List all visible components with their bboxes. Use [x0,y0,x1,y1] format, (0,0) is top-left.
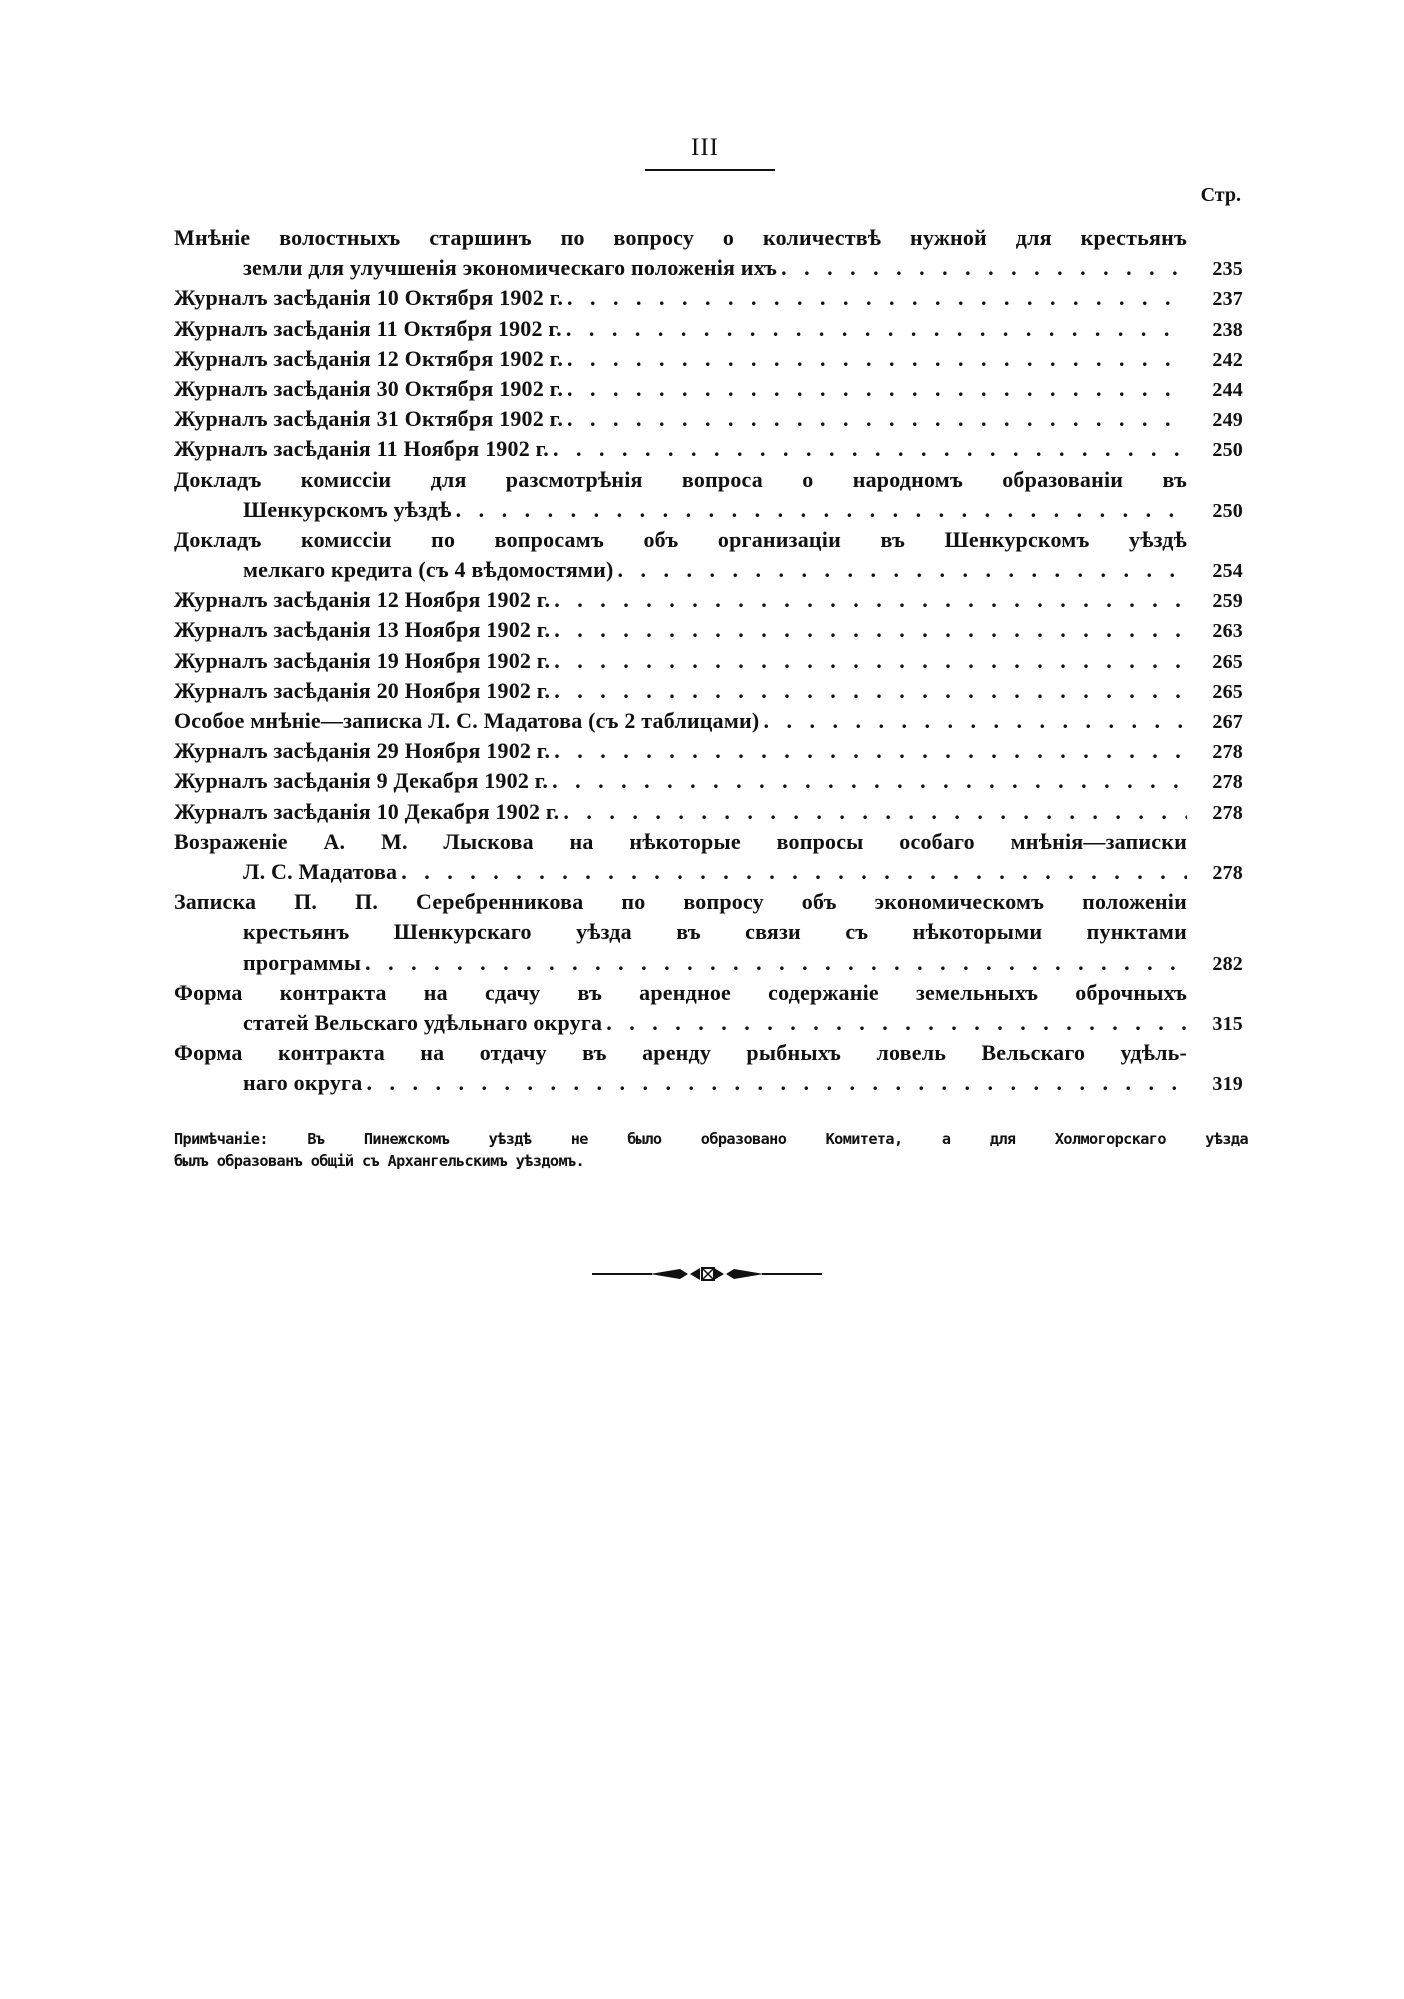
toc-entry-page: 249 [1212,409,1243,432]
toc-entry-title: Особое мнѣніе—записка Л. С. Мадатова (съ 2 таблицами) [174,708,760,733]
toc-entry-page: 259 [1212,590,1243,613]
toc-entry [174,766,1243,796]
toc-entry [174,283,1243,313]
toc-entry-line [174,706,1243,736]
toc-entry-page: 254 [1212,560,1243,583]
toc-entry-line [174,223,1243,253]
toc-entry-title: Журналъ засѣданія 10 Декабря 1902 г. [174,798,560,824]
toc-entry [174,465,1243,525]
toc-entry-title: Журналъ засѣданія 9 Декабря 1902 г. [174,768,549,794]
toc-entry-line [174,978,1243,1008]
toc-entry-title: Докладъ комиссіи для разсмотрѣнія вопроса о народномъ образованіи въ [174,466,1187,492]
toc-entry [174,344,1243,374]
toc-entry-line [174,766,1243,796]
dot-leader [563,283,1187,313]
toc-entry-line [174,797,1243,827]
dot-leader [559,797,1187,827]
toc-entry-page: 250 [1212,499,1243,522]
toc-entry-page: 278 [1212,801,1243,824]
toc-entry-title: Мнѣніе волостныхъ старшинъ по вопросу о количествѣ нужной для крестьянъ [174,225,1187,250]
dot-leader [563,344,1187,374]
toc-entry-title: Журналъ засѣданія 30 Октября 1902 г. [174,375,564,401]
toc-entry-page: 244 [1212,378,1243,401]
dot-leader [563,374,1187,404]
dot-leader [550,585,1187,615]
toc-entry-line [174,434,1243,464]
footnote-first-line [174,1128,1248,1150]
toc-entry-title: земли для улучшенія экономическаго положенія ихъ [243,255,778,281]
toc-entry-page: 319 [1212,1073,1243,1096]
toc-entry-page: 282 [1212,952,1243,975]
footnote [174,1128,1248,1172]
dot-leader [550,615,1187,645]
toc-entry-title: Форма контракта на отдачу въ аренду рыбныхъ ловель Вельскаго удѣль- [174,1040,1187,1066]
page-column-label: Стр. [1200,184,1241,206]
toc-entry-page: 315 [1212,1012,1243,1035]
ornament-divider [592,1263,822,1285]
toc-entry-title: Журналъ засѣданія 11 Октября 1902 г. [174,315,562,341]
toc-entry-title: Журналъ засѣданія 12 Октября 1902 г. [174,345,564,371]
toc-entry [174,706,1243,736]
toc-entry-page: 263 [1212,620,1243,643]
toc-entry-title: Журналъ засѣданія 31 Октября 1902 г. [174,406,564,432]
dot-leader [562,314,1187,344]
toc-entry-title: Шенкурскомъ уѣздѣ [243,496,452,522]
toc-entry-line [174,525,1243,555]
toc-entry [174,404,1243,434]
toc-entry-line [174,283,1243,313]
toc-entry-line [174,465,1243,495]
toc-entry-line [174,676,1243,706]
toc-entry-page: 267 [1212,711,1243,733]
toc-entry-line [174,948,1243,978]
page-number: III [691,134,719,161]
toc-entry [174,615,1243,645]
dot-leader [452,495,1187,525]
toc-entry [174,1038,1243,1098]
toc-entry-title: Журналъ засѣданія 13 Ноября 1902 г. [174,617,551,643]
toc-entry-title: крестьянъ Шенкурскаго уѣзда въ связи съ нѣкоторыми пунктами [243,919,1187,945]
toc-entry-line [174,1038,1243,1068]
toc-entry [174,223,1243,283]
toc-entry-line [174,857,1243,887]
toc-entry-page: 250 [1212,439,1243,462]
toc-entry-page: 265 [1212,650,1243,673]
toc-entry-line [174,615,1243,645]
toc-entry [174,525,1243,585]
toc-entry [174,887,1243,978]
toc-entry-page: 265 [1212,680,1243,703]
toc-entry-line [174,344,1243,374]
toc-entry-line [174,314,1243,344]
toc-entry-line [174,887,1243,917]
footnote-label: Примѣчаніе: [174,1130,268,1148]
toc-entry-line [174,1008,1243,1038]
toc-entry [174,374,1243,404]
toc-entry-line [174,827,1243,857]
footnote-text-line-2: былъ образованъ общій съ Архангельскимъ уѣздомъ. [174,1152,585,1170]
toc-entry-title: наго округа [243,1070,363,1096]
toc-entry-line [174,555,1243,585]
toc-entry [174,797,1243,827]
toc-entry [174,676,1243,706]
toc-entry-title: Журналъ засѣданія 11 Ноября 1902 г. [174,436,550,462]
toc-entry-page: 278 [1212,741,1243,764]
dot-leader [362,1068,1187,1098]
dot-leader [777,253,1187,283]
toc-entry-line [174,917,1243,947]
toc-entry-title: Журналъ засѣданія 20 Ноября 1902 г. [174,677,551,703]
toc-entry-page: 237 [1212,288,1243,311]
toc-entry-title: Докладъ комиссіи по вопросамъ объ организаціи въ Шенкурскомъ уѣздѣ [174,526,1187,552]
dot-leader [602,1008,1187,1038]
toc-entry-line [174,1068,1243,1098]
toc-entry-title: Записка П. П. Серебренникова по вопросу объ экономическомъ положеніи [174,889,1187,915]
dot-leader [550,736,1187,766]
toc-entry-page: 278 [1212,861,1243,884]
dot-leader [549,434,1187,464]
toc-entry-line [174,585,1243,615]
toc-entry-page: 242 [1212,348,1243,371]
footnote-text-line-1: Въ Пинежскомъ уѣздѣ не было образовано Комитета, а для Холмогорскаго уѣзда [307,1130,1249,1148]
toc-entry [174,827,1243,887]
toc-entry [174,314,1243,344]
toc-entry-line [174,646,1243,676]
toc-entry-title: мелкаго кредита (съ 4 вѣдомостями) [243,557,614,583]
dot-leader [397,857,1187,887]
toc-entry-title: программы [243,949,362,975]
toc-entry [174,585,1243,615]
toc-entry-line [174,495,1243,525]
dot-leader [550,676,1187,706]
toc-entry [174,646,1243,676]
toc-entry-title: Журналъ засѣданія 12 Ноября 1902 г. [174,587,551,613]
toc-entry-title: Журналъ засѣданія 19 Ноября 1902 г. [174,647,551,673]
toc-entry [174,736,1243,766]
toc-entry-title: статей Вельскаго удѣльнаго округа [243,1009,603,1035]
toc-entry-line [174,374,1243,404]
dot-leader [563,404,1187,434]
table-of-contents [174,223,1243,1098]
toc-entry-title: Журналъ засѣданія 10 Октября 1902 г. [174,285,564,311]
dot-leader [550,646,1187,676]
dot-leader [759,706,1187,736]
toc-entry-title: Возраженіе А. М. Лыскова на нѣкоторые вопросы особаго мнѣнія—записки [174,828,1187,854]
dot-leader [361,948,1187,978]
toc-entry [174,978,1243,1038]
toc-entry-title: Форма контракта на сдачу въ арендное содержаніе земельныхъ оброчныхъ [174,979,1187,1005]
toc-entry [174,434,1243,464]
toc-entry-page: 238 [1212,318,1243,341]
toc-entry-title: Л. С. Мадатова [243,858,398,884]
toc-entry-page: 235 [1212,258,1243,281]
toc-entry-title: Журналъ засѣданія 29 Ноября 1902 г. [174,738,551,764]
dot-leader [614,555,1187,585]
toc-entry-line [174,404,1243,434]
toc-entry-page: 278 [1212,771,1243,794]
header-rule [645,169,775,171]
dot-leader [548,766,1187,796]
toc-entry-line [174,736,1243,766]
toc-entry-line [174,253,1243,283]
